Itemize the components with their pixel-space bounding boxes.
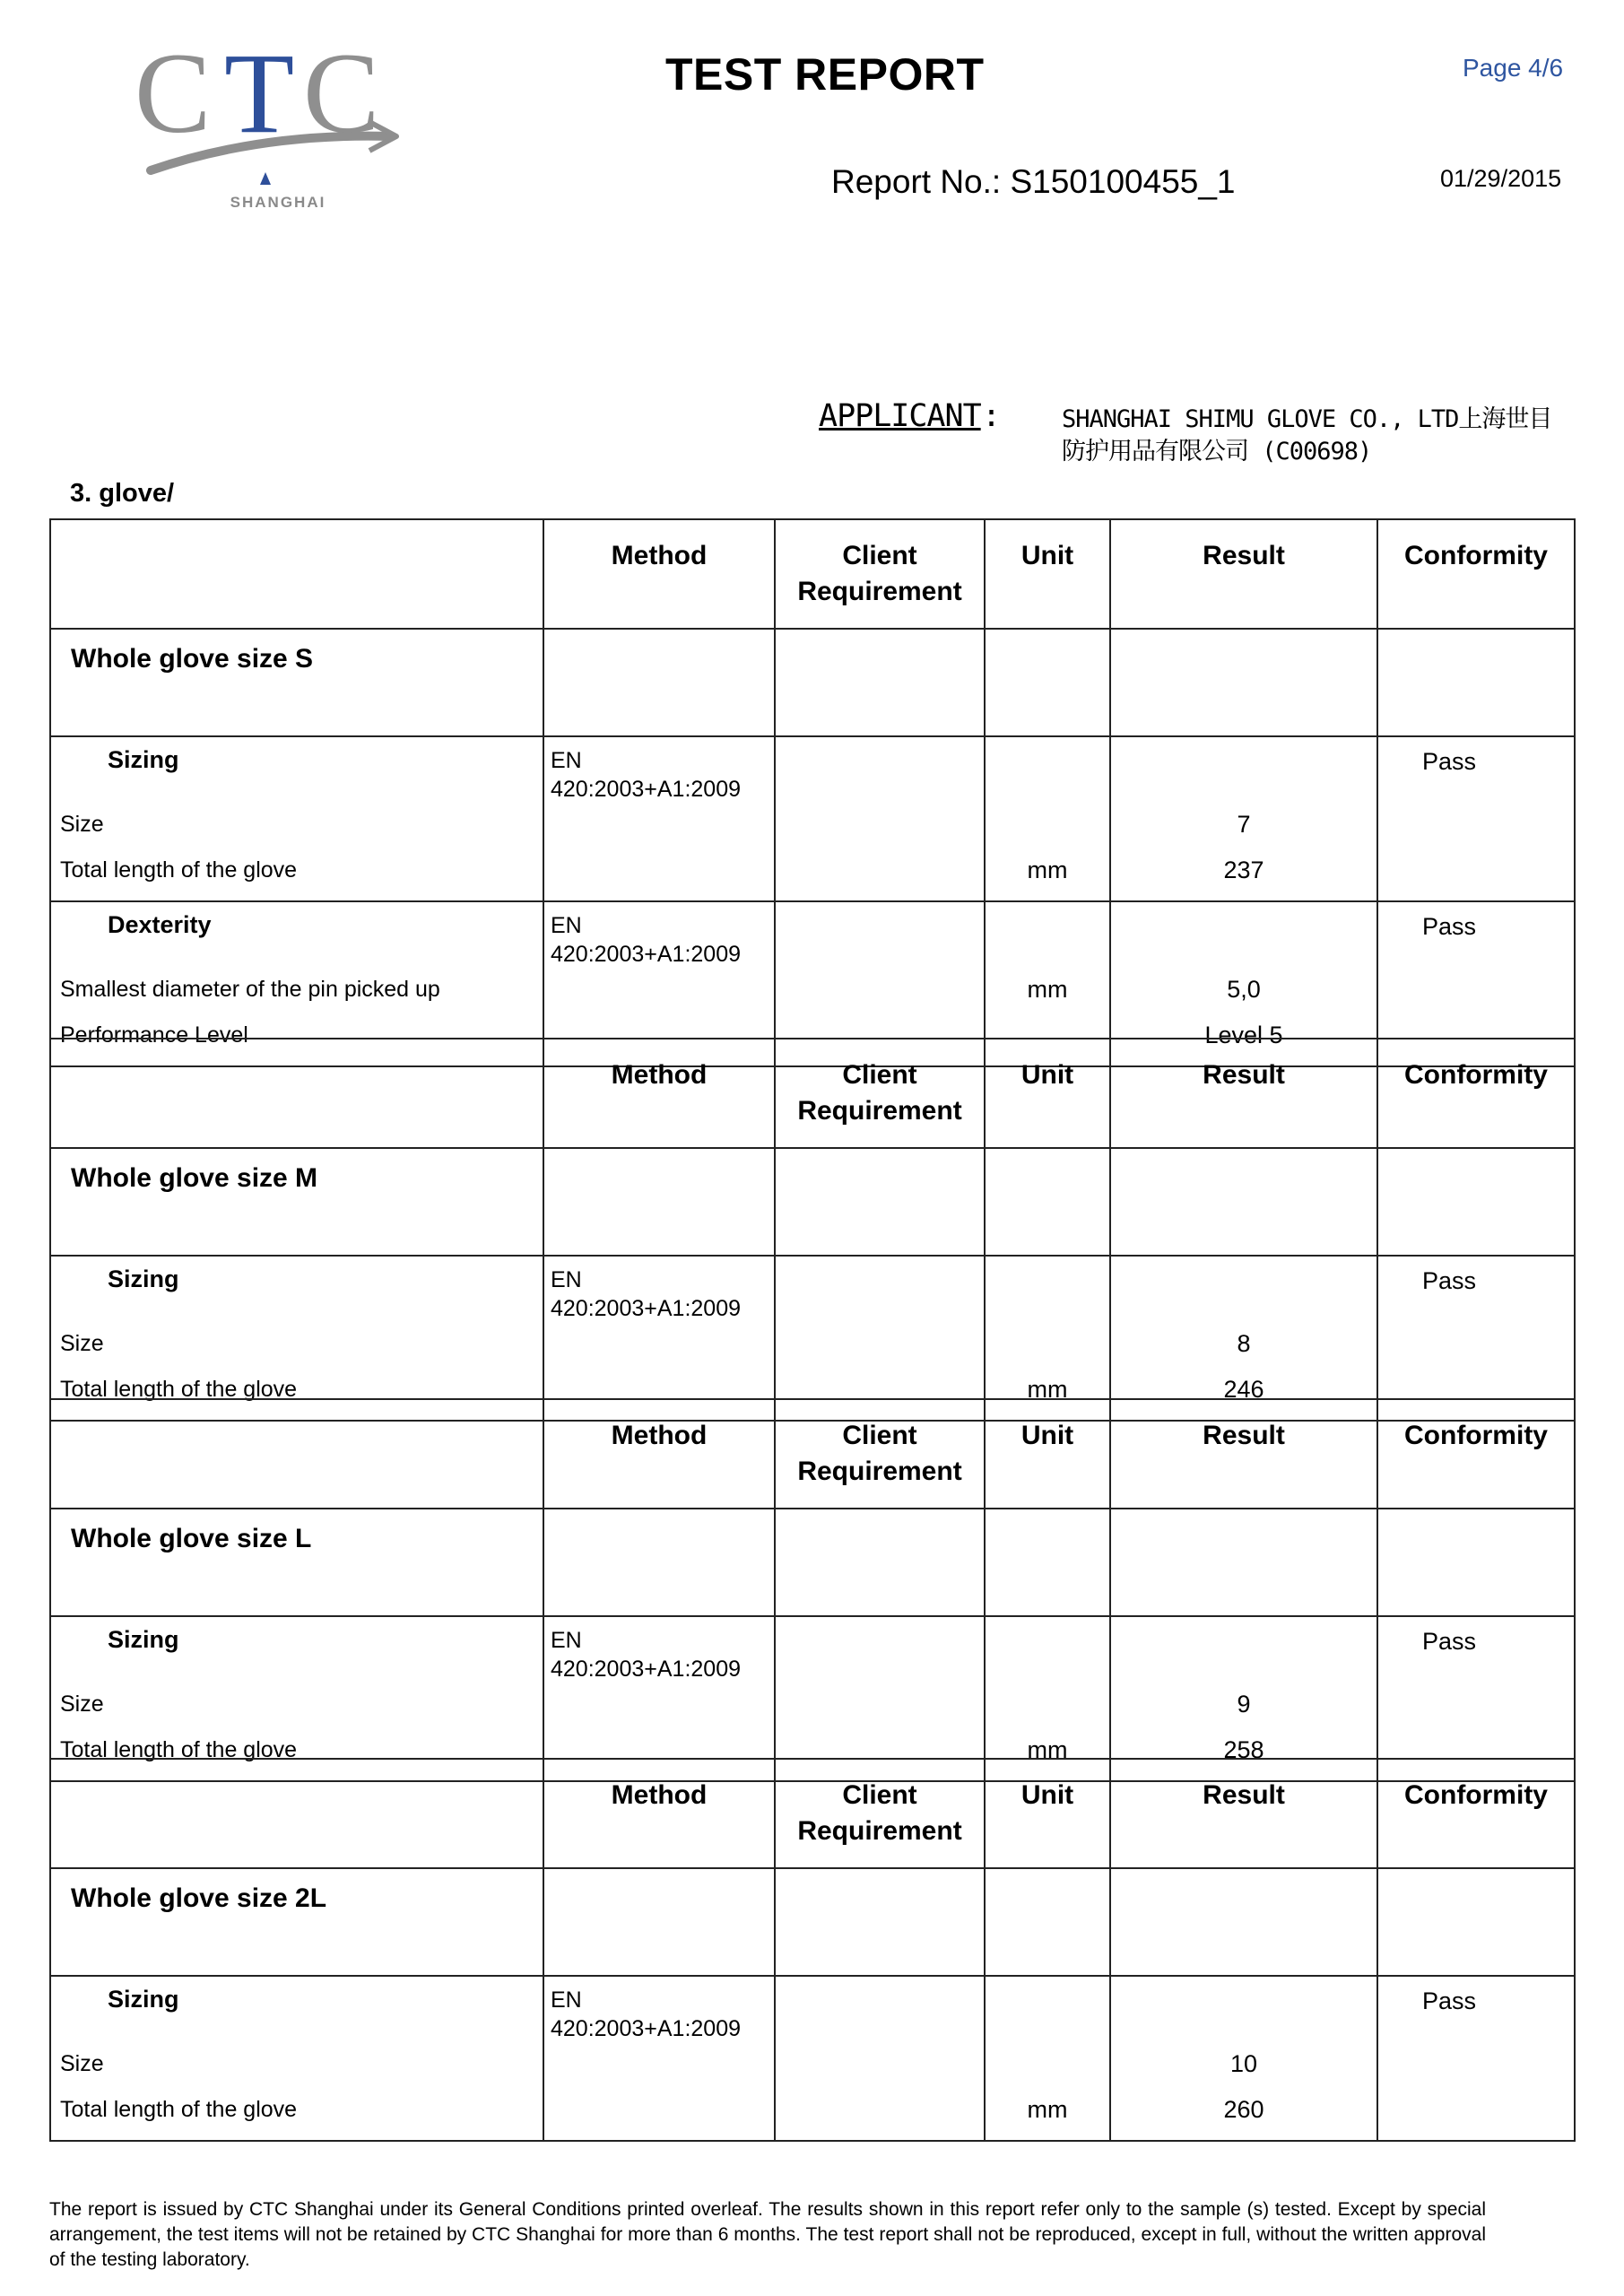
test-name-cell — [50, 1976, 543, 2141]
section-heading: 3. glove/ — [70, 479, 175, 508]
unit-value: mm — [1027, 1736, 1068, 1763]
table-row — [50, 736, 1575, 901]
client-requirement-cell — [775, 1256, 985, 1421]
unit-value — [986, 1682, 1109, 1727]
test-item-label: Performance Level — [60, 1022, 248, 1048]
result-value: 260 — [1223, 2096, 1264, 2123]
group-blank-cell — [1110, 1868, 1377, 1976]
result-value: 8 — [1237, 1330, 1251, 1357]
results-table — [49, 1398, 1576, 1782]
column-header-unit: Unit — [985, 1039, 1110, 1148]
header-blank-cell — [50, 1039, 543, 1148]
test-name: Sizing — [108, 746, 179, 773]
conformity-value: Pass — [1377, 736, 1575, 901]
column-header-client-requirement: Client Requirement — [775, 1399, 985, 1509]
column-header-result: Result — [1110, 1759, 1377, 1868]
test-item-label: Total length of the glove — [60, 857, 298, 883]
page-number: Page 4/6 — [1463, 54, 1564, 82]
report-title: TEST REPORT — [665, 49, 985, 100]
group-blank-cell — [775, 1509, 985, 1616]
column-header-method: Method — [543, 1399, 775, 1509]
group-blank-cell — [543, 629, 775, 736]
test-item-label: Total length of the glove — [60, 2097, 298, 2122]
results-table — [49, 518, 1576, 1067]
test-item-label: Size — [60, 1692, 104, 1717]
table-row — [50, 1616, 1575, 1781]
test-item-label: Total length of the glove — [60, 1377, 298, 1402]
column-header-client-requirement: Client Requirement — [775, 1759, 985, 1868]
result-value: 237 — [1223, 857, 1264, 883]
test-method: EN 420:2003+A1:2009 — [543, 1616, 775, 1781]
group-title: Whole glove size L — [50, 1509, 543, 1616]
result-cell — [1110, 1616, 1377, 1781]
footer-disclaimer: The report is issued by CTC Shanghai under its General Conditions printed overleaf. The results shown in this report refer only to the sample (s) tested. Except by special arrangement, the test items will not be retained by CTC Shanghai for more than 6 months. The test report shall not be reproduced, except in full, without the written approval of the testing laboratory. — [49, 2199, 1486, 2270]
unit-value — [986, 1321, 1109, 1367]
group-blank-cell — [1377, 1148, 1575, 1256]
group-blank-cell — [775, 629, 985, 736]
result-cell — [1110, 736, 1377, 901]
group-blank-cell — [985, 1868, 1110, 1976]
column-header-result: Result — [1110, 519, 1377, 629]
column-header-conformity: Conformity — [1377, 1399, 1575, 1509]
column-header-conformity: Conformity — [1377, 519, 1575, 629]
unit-cell — [985, 1616, 1110, 1781]
result-value: 258 — [1223, 1736, 1264, 1763]
unit-value: mm — [1027, 1376, 1068, 1403]
group-blank-cell — [1377, 1509, 1575, 1616]
report-number: Report No.: S150100455_1 — [831, 163, 1236, 200]
column-header-unit: Unit — [985, 519, 1110, 629]
group-blank-cell — [985, 629, 1110, 736]
results-table — [49, 1038, 1576, 1422]
results-table — [49, 1758, 1576, 2142]
report-date: 01/29/2015 — [1440, 165, 1562, 192]
group-blank-cell — [1110, 1148, 1377, 1256]
header-blank-cell — [50, 1399, 543, 1509]
result-cell — [1110, 1976, 1377, 2141]
group-title: Whole glove size M — [50, 1148, 543, 1256]
column-header-client-requirement: Client Requirement — [775, 519, 985, 629]
column-header-unit: Unit — [985, 1399, 1110, 1509]
test-name: Sizing — [108, 1986, 179, 2013]
header-blank-cell — [50, 519, 543, 629]
group-blank-cell — [1110, 629, 1377, 736]
table-row — [50, 1256, 1575, 1421]
conformity-value: Pass — [1377, 1256, 1575, 1421]
group-blank-cell — [1110, 1509, 1377, 1616]
group-blank-cell — [543, 1868, 775, 1976]
unit-cell — [985, 736, 1110, 901]
unit-cell — [985, 1256, 1110, 1421]
unit-cell — [985, 1976, 1110, 2141]
unit-value: mm — [1027, 857, 1068, 883]
test-name: Sizing — [108, 1626, 179, 1653]
column-header-method: Method — [543, 1759, 775, 1868]
unit-value — [986, 802, 1109, 848]
result-value: 5,0 — [1227, 976, 1261, 1003]
test-name-cell — [50, 1256, 543, 1421]
ctc-logo — [135, 30, 413, 215]
test-name-cell — [50, 1616, 543, 1781]
test-item-label: Total length of the glove — [60, 1737, 298, 1762]
column-header-unit: Unit — [985, 1759, 1110, 1868]
result-value: Level 5 — [1204, 1022, 1283, 1048]
result-cell — [1110, 1256, 1377, 1421]
logo-letter-c-right: C — [303, 30, 380, 157]
conformity-value: Pass — [1377, 1976, 1575, 2141]
test-method: EN 420:2003+A1:2009 — [543, 1976, 775, 2141]
applicant-label: APPLICANT — [819, 398, 981, 434]
test-item-label: Smallest diameter of the pin picked up — [60, 977, 440, 1002]
client-requirement-cell — [775, 736, 985, 901]
table-row — [50, 1976, 1575, 2141]
result-value: 7 — [1237, 811, 1251, 838]
group-blank-cell — [775, 1148, 985, 1256]
column-header-result: Result — [1110, 1039, 1377, 1148]
column-header-result: Result — [1110, 1399, 1377, 1509]
column-header-method: Method — [543, 1039, 775, 1148]
applicant-value: SHANGHAI SHIMU GLOVE CO., LTD上海世目防护用品有限公司 (C00698) — [1062, 405, 1552, 465]
logo-city-text: SHANGHAI — [230, 194, 326, 211]
logo-letter-c-left: C — [135, 30, 212, 157]
column-header-conformity: Conformity — [1377, 1759, 1575, 1868]
test-item-label: Size — [60, 2051, 104, 2076]
group-title: Whole glove size S — [50, 629, 543, 736]
header-blank-cell — [50, 1759, 543, 1868]
test-method: EN 420:2003+A1:2009 — [543, 901, 775, 1066]
group-blank-cell — [1377, 629, 1575, 736]
logo-letter-t: T — [224, 30, 295, 157]
test-name: Sizing — [108, 1265, 179, 1292]
group-blank-cell — [985, 1509, 1110, 1616]
group-blank-cell — [1377, 1868, 1575, 1976]
test-item-label: Size — [60, 1331, 104, 1356]
test-name-cell — [50, 736, 543, 901]
unit-value: mm — [1027, 976, 1068, 1003]
applicant-colon: : — [982, 398, 1002, 434]
conformity-value: Pass — [1377, 901, 1575, 1066]
group-blank-cell — [543, 1509, 775, 1616]
column-header-method: Method — [543, 519, 775, 629]
test-item-label: Size — [60, 812, 104, 837]
unit-value — [986, 2041, 1109, 2087]
group-blank-cell — [775, 1868, 985, 1976]
result-value: 10 — [1229, 2050, 1258, 2077]
test-method: EN 420:2003+A1:2009 — [543, 1256, 775, 1421]
conformity-value: Pass — [1377, 1616, 1575, 1781]
column-header-client-requirement: Client Requirement — [775, 1039, 985, 1148]
test-name: Dexterity — [108, 911, 212, 938]
group-blank-cell — [985, 1148, 1110, 1256]
client-requirement-cell — [775, 1976, 985, 2141]
column-header-conformity: Conformity — [1377, 1039, 1575, 1148]
result-value: 9 — [1237, 1691, 1251, 1718]
result-value: 246 — [1223, 1376, 1264, 1403]
unit-value: mm — [1027, 2096, 1068, 2123]
client-requirement-cell — [775, 1616, 985, 1781]
group-blank-cell — [543, 1148, 775, 1256]
test-method: EN 420:2003+A1:2009 — [543, 736, 775, 901]
group-title: Whole glove size 2L — [50, 1868, 543, 1976]
